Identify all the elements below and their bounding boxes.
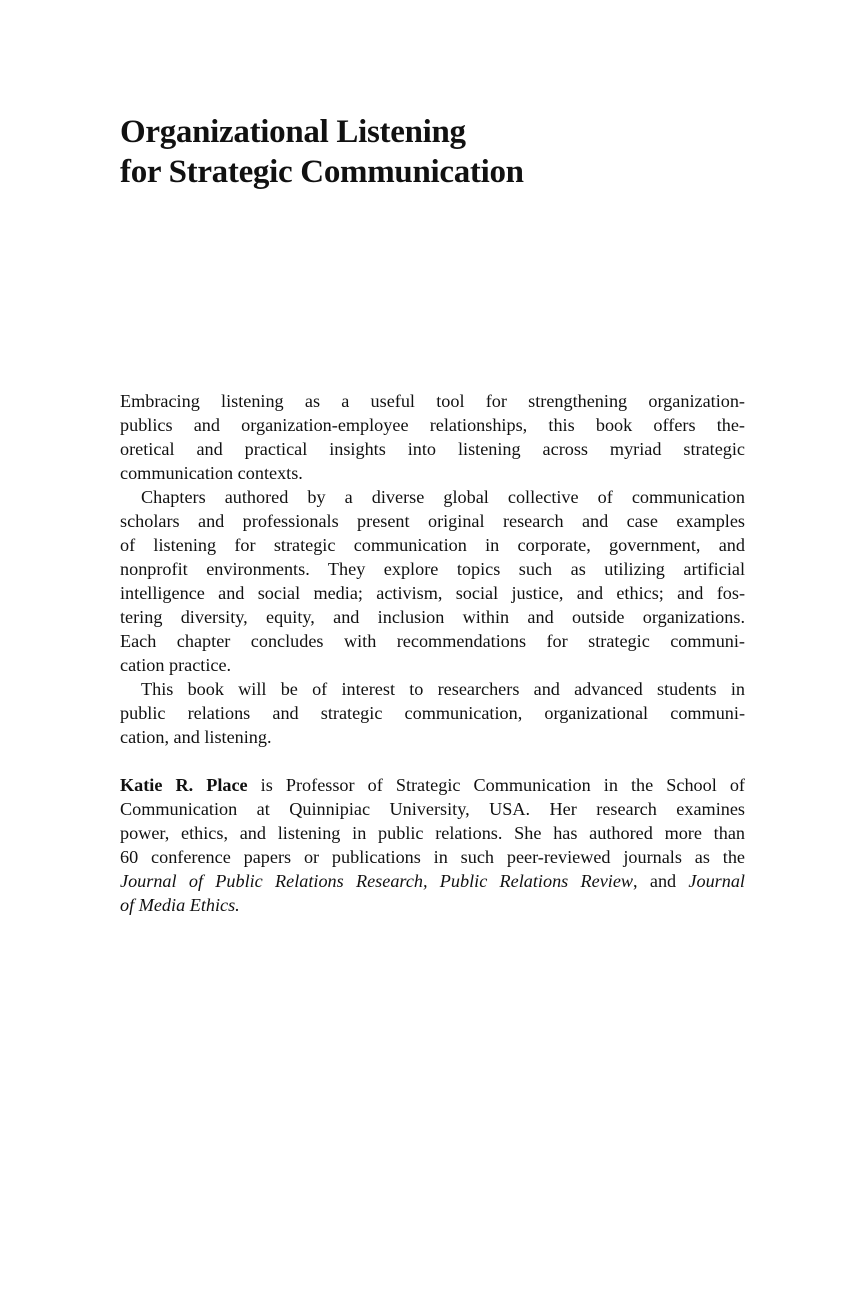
text-line: nonprofit environments. They explore topics such as utilizing artificial <box>120 559 745 579</box>
text-line: power, ethics, and listening in public relations. She has authored more than <box>120 823 745 843</box>
journal-titles: Journal of Public Relations Research, Public Relations Review <box>120 871 634 891</box>
title-line-2: for Strategic Communication <box>120 154 524 190</box>
text-line: Chapters authored by a diverse global collective of communication <box>141 487 745 507</box>
text-line: This book will be of interest to researchers and advanced students in <box>141 679 745 699</box>
journal-title: Journal <box>688 871 745 891</box>
text-span: , and <box>633 871 689 891</box>
text-line: cation practice. <box>120 655 232 675</box>
text-line: Each chapter concludes with recommendations for strategic communi- <box>120 631 745 651</box>
book-description <box>120 389 745 749</box>
title-line-1: Organizational Listening <box>120 114 466 150</box>
text-line: communication contexts. <box>120 463 303 483</box>
book-title <box>120 112 524 192</box>
text-span: is Professor of Strategic Communication in the School of <box>247 775 745 795</box>
text-line <box>120 773 745 797</box>
text-line <box>120 893 745 917</box>
text-line: cation, and listening. <box>120 727 272 747</box>
author-name: Katie R. Place <box>120 775 248 795</box>
text-line: public relations and strategic communication, organizational communi- <box>120 703 745 723</box>
text-line: scholars and professionals present original research and case examples <box>120 511 745 531</box>
text-line: intelligence and social media; activism, social justice, and ethics; and fos- <box>120 583 745 603</box>
text-line: oretical and practical insights into listening across myriad strategic <box>120 439 745 459</box>
text-line: tering diversity, equity, and inclusion within and outside organizations. <box>120 607 745 627</box>
paragraph-1 <box>120 389 745 485</box>
paragraph-3 <box>120 677 745 749</box>
journal-title: of Media Ethics. <box>120 895 240 915</box>
author-bio <box>120 773 745 917</box>
text-line: publics and organization-employee relationships, this book offers the- <box>120 415 745 435</box>
paragraph-2 <box>120 485 745 677</box>
text-line <box>120 869 745 893</box>
text-line: Communication at Quinnipiac University, USA. Her research examines <box>120 799 745 819</box>
text-line: Embracing listening as a useful tool for strengthening organization- <box>120 391 745 411</box>
text-line: 60 conference papers or publications in such peer-reviewed journals as the <box>120 847 745 867</box>
text-line: of listening for strategic communication in corporate, government, and <box>120 535 745 555</box>
